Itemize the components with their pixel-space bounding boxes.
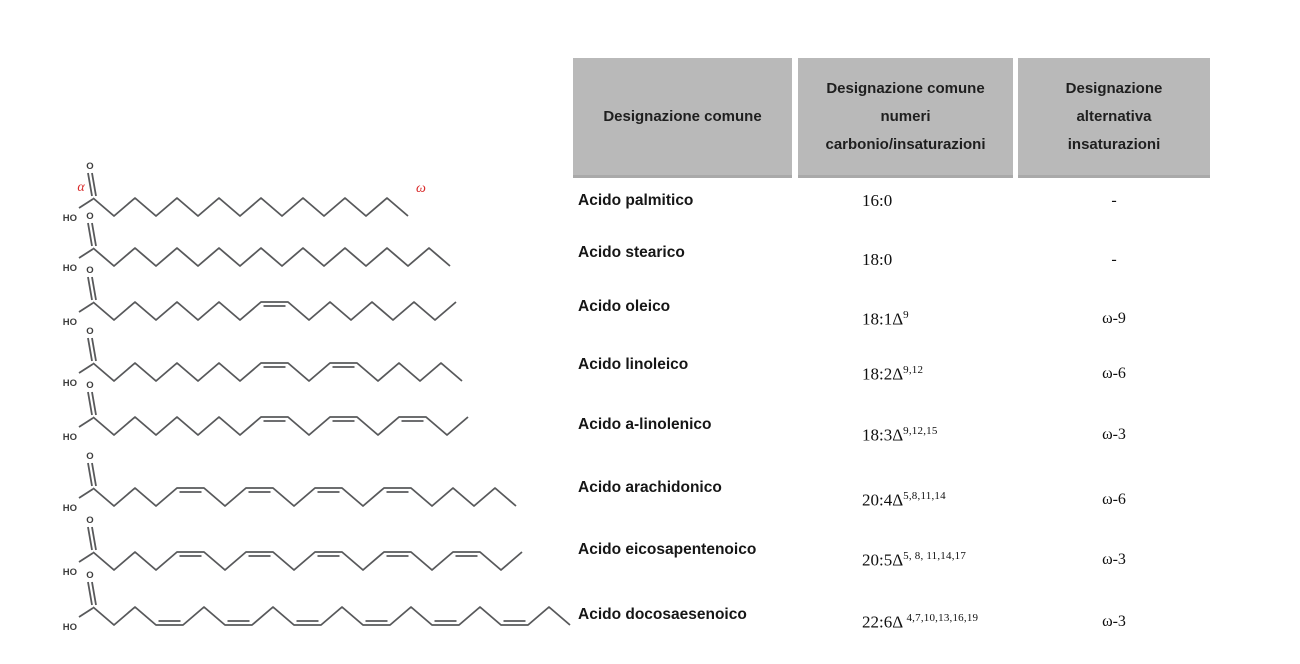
carbonyl-double-bond bbox=[88, 463, 92, 486]
carbonyl-double-bond bbox=[92, 463, 96, 486]
common-name-cell: Acido linoleico bbox=[578, 356, 689, 373]
carbonyl-double-bond bbox=[88, 277, 92, 300]
structure-docosahexaenoic-acid bbox=[40, 557, 600, 637]
alpha-carbon-label: α bbox=[77, 180, 85, 195]
omega-designation-cell: - bbox=[1111, 192, 1117, 209]
common-name-cell: Acido stearico bbox=[578, 244, 685, 261]
ho-bond bbox=[79, 489, 93, 498]
delta-positions-superscript: 5,8,11,14 bbox=[903, 490, 946, 502]
carbonyl-double-bond bbox=[88, 527, 92, 550]
header-cell-common-designation bbox=[573, 58, 792, 178]
carbonyl-oxygen-label: O bbox=[86, 161, 94, 172]
carbon-notation-cell: 18:0 bbox=[862, 250, 893, 269]
carbonyl-oxygen-label: O bbox=[86, 211, 94, 222]
carbon-notation-cell: $18:1\Delta^9$ bbox=[862, 309, 909, 329]
carbon-chain bbox=[93, 417, 468, 435]
omega-designation-cell: - bbox=[1111, 251, 1117, 268]
delta-positions-superscript: 5, 8, 11,14,17 bbox=[903, 550, 967, 562]
hydroxyl-label: HO bbox=[62, 213, 77, 224]
structure-alpha-linolenic-acid bbox=[40, 367, 600, 447]
carbon-notation-cell: 22:6Δ $^{4,7,10,13,16,19}$ bbox=[862, 612, 979, 632]
carbonyl-oxygen-label: O bbox=[86, 265, 94, 276]
common-name-cell: Acido arachidonico bbox=[578, 479, 722, 496]
delta-positions-superscript: 9,12,15 bbox=[903, 425, 938, 437]
ho-bond bbox=[79, 303, 93, 312]
hydroxyl-label: HO bbox=[62, 567, 77, 578]
delta-positions-superscript: 4,7,10,13,16,19 bbox=[906, 612, 979, 624]
common-name-cell: Acido eicosapentenoico bbox=[578, 541, 757, 558]
hydroxyl-label: HO bbox=[62, 432, 77, 443]
carbonyl-oxygen-label: O bbox=[86, 515, 94, 526]
carbonyl-double-bond bbox=[92, 173, 96, 196]
hydroxyl-label: HO bbox=[62, 622, 77, 633]
carbonyl-double-bond bbox=[92, 223, 96, 246]
common-name-cell: Acido docosaesenoico bbox=[578, 606, 747, 623]
carbon-notation-cell: 16:0 bbox=[862, 191, 893, 210]
omega-designation-cell: ω-3 bbox=[1102, 613, 1126, 630]
header-cell-alternative-designation bbox=[1018, 58, 1210, 178]
omega-carbon-label: ω bbox=[416, 181, 426, 196]
common-name-cell: Acido oleico bbox=[578, 298, 671, 315]
hydroxyl-label: HO bbox=[62, 378, 77, 389]
carbonyl-oxygen-label: O bbox=[86, 380, 94, 391]
carbon-notation-cell: $20:4\Delta^{5,8,11,14}$ bbox=[862, 490, 946, 510]
carbonyl-double-bond bbox=[88, 392, 92, 415]
header-line: alternativa bbox=[1076, 107, 1152, 125]
carbonyl-oxygen-label: O bbox=[86, 326, 94, 337]
carbon-notation-cell: $18:2\Delta^{9,12}$ bbox=[862, 364, 924, 384]
omega-designation-cell: ω-6 bbox=[1102, 491, 1126, 508]
carbonyl-double-bond bbox=[92, 338, 96, 361]
carbonyl-double-bond bbox=[88, 582, 92, 605]
header-line: carbonio/insaturazioni bbox=[825, 135, 986, 153]
carbon-notation-cell: $20:5\Delta^{5, 8, 11,14,17}$ bbox=[862, 550, 967, 570]
carbonyl-double-bond bbox=[92, 582, 96, 605]
omega-designation-cell: ω-9 bbox=[1102, 310, 1126, 327]
ho-bond bbox=[79, 418, 93, 427]
common-name-cell: Acido a-linolenico bbox=[578, 416, 712, 433]
header-line: insaturazioni bbox=[1067, 135, 1161, 153]
header-line: numeri bbox=[880, 107, 931, 125]
header-line: Designazione comune bbox=[826, 79, 985, 97]
hydroxyl-label: HO bbox=[62, 503, 77, 514]
carbonyl-double-bond bbox=[92, 277, 96, 300]
omega-designation-cell: ω-6 bbox=[1102, 365, 1126, 382]
common-name-cell: Acido palmitico bbox=[578, 192, 694, 209]
header-cell-carbon-unsaturation bbox=[798, 58, 1013, 178]
carbonyl-double-bond bbox=[92, 392, 96, 415]
carbonyl-double-bond bbox=[88, 223, 92, 246]
delta-positions-superscript: 9,12 bbox=[903, 364, 924, 376]
carbonyl-double-bond bbox=[88, 173, 92, 196]
hydroxyl-label: HO bbox=[62, 263, 77, 274]
carbon-chain bbox=[93, 607, 570, 625]
carbonyl-double-bond bbox=[92, 527, 96, 550]
header-line: Designazione bbox=[1065, 79, 1163, 97]
omega-designation-cell: ω-3 bbox=[1102, 426, 1126, 443]
header-line: Designazione comune bbox=[603, 107, 762, 125]
hydroxyl-label: HO bbox=[62, 317, 77, 328]
carbon-notation-cell: $18:3\Delta^{9,12,15}$ bbox=[862, 425, 938, 445]
carbonyl-oxygen-label: O bbox=[86, 570, 94, 581]
omega-designation-cell: ω-3 bbox=[1102, 551, 1126, 568]
delta-positions-superscript: 9 bbox=[903, 309, 909, 321]
carbonyl-oxygen-label: O bbox=[86, 451, 94, 462]
carbonyl-double-bond bbox=[88, 338, 92, 361]
ho-bond bbox=[79, 608, 93, 617]
